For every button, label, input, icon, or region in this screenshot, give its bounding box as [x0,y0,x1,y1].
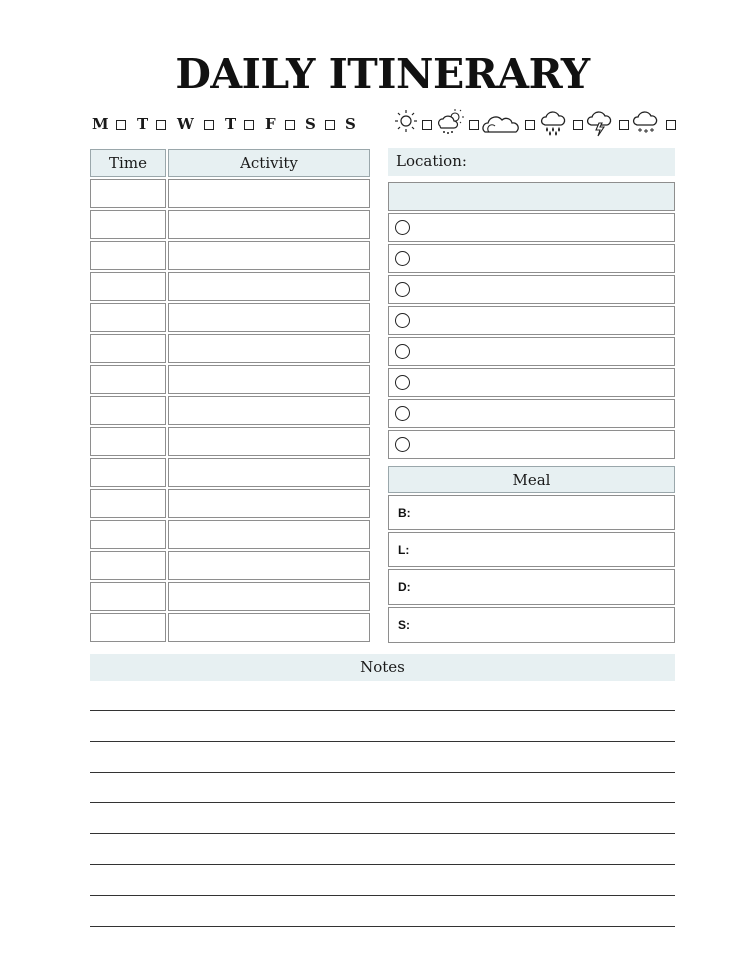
activity-cell[interactable] [168,272,370,301]
checkbox-circle-icon[interactable] [395,406,410,421]
checkbox-circle-icon[interactable] [395,313,410,328]
meal-label: L: [398,542,410,557]
location-checklist-row[interactable] [388,306,675,335]
note-line[interactable] [90,802,675,803]
storm-cloud-icon [585,108,615,138]
weather-checkbox-sun[interactable] [422,120,432,130]
time-cell[interactable] [90,458,166,487]
notes-header: Notes [90,654,675,681]
time-cell[interactable] [90,613,166,642]
activity-cell[interactable] [168,582,370,611]
location-checklist-row[interactable] [388,213,675,242]
checkbox-circle-icon[interactable] [395,437,410,452]
day-label-wed: W [177,115,194,133]
rain-cloud-icon [539,108,569,136]
day-label-fri: F [265,115,276,133]
time-cell[interactable] [90,210,166,239]
note-line[interactable] [90,741,675,742]
weather-checkbox-partly[interactable] [469,120,479,130]
note-line[interactable] [90,710,675,711]
meal-row[interactable] [388,607,675,643]
activity-cell[interactable] [168,489,370,518]
checkbox-circle-icon[interactable] [395,220,410,235]
activity-cell[interactable] [168,303,370,332]
time-cell[interactable] [90,241,166,270]
checkbox-circle-icon[interactable] [395,375,410,390]
note-line[interactable] [90,833,675,834]
time-cell[interactable] [90,396,166,425]
location-label: Location: [388,148,675,176]
weather-checkbox-cloudy[interactable] [525,120,535,130]
activity-cell[interactable] [168,427,370,456]
day-checkbox-wed[interactable] [204,120,214,130]
activity-cell[interactable] [168,520,370,549]
activity-cell[interactable] [168,458,370,487]
cloud-icon [481,112,521,136]
location-checklist-row[interactable] [388,399,675,428]
activity-cell[interactable] [168,334,370,363]
meal-header: Meal [388,466,675,493]
meal-row[interactable] [388,532,675,567]
checkbox-circle-icon[interactable] [395,251,410,266]
meal-row[interactable] [388,569,675,605]
activity-cell[interactable] [168,365,370,394]
time-cell[interactable] [90,489,166,518]
weather-checkbox-rain[interactable] [573,120,583,130]
time-cell[interactable] [90,520,166,549]
activity-cell[interactable] [168,241,370,270]
note-line[interactable] [90,864,675,865]
activity-column-header: Activity [168,149,370,177]
location-input[interactable] [388,182,675,211]
meal-label: B: [398,505,411,520]
note-line[interactable] [90,895,675,896]
time-cell[interactable] [90,272,166,301]
time-cell[interactable] [90,303,166,332]
weather-checkbox-storm[interactable] [619,120,629,130]
day-checkbox-tue[interactable] [156,120,166,130]
meal-label: D: [398,580,411,594]
day-checkbox-mon[interactable] [116,120,126,130]
location-checklist-row[interactable] [388,275,675,304]
location-checklist-row[interactable] [388,430,675,459]
day-checkbox-sat[interactable] [325,120,335,130]
activity-cell[interactable] [168,210,370,239]
day-checkbox-fri[interactable] [285,120,295,130]
note-line[interactable] [90,926,675,927]
location-checklist-row[interactable] [388,337,675,366]
location-checklist-row[interactable] [388,368,675,397]
checkbox-circle-icon[interactable] [395,344,410,359]
time-cell[interactable] [90,334,166,363]
activity-cell[interactable] [168,613,370,642]
sun-icon [394,108,418,134]
day-label-sun: S [345,115,356,133]
activity-cell[interactable] [168,396,370,425]
page-title: DAILY ITINERARY [175,50,590,98]
location-checklist-row[interactable] [388,244,675,273]
checkbox-circle-icon[interactable] [395,282,410,297]
time-cell[interactable] [90,551,166,580]
note-line[interactable] [90,772,675,773]
time-cell[interactable] [90,582,166,611]
weather-checkbox-snow[interactable] [666,120,676,130]
day-label-thu: T [225,115,237,133]
time-cell[interactable] [90,427,166,456]
time-column-header: Time [90,149,166,177]
day-label-tue: T [137,115,149,133]
time-cell[interactable] [90,365,166,394]
day-label-mon: M [92,115,109,133]
activity-cell[interactable] [168,551,370,580]
meal-row[interactable] [388,495,675,530]
meal-label: S: [398,618,410,632]
day-checkbox-thu[interactable] [244,120,254,130]
activity-cell[interactable] [168,179,370,208]
sun-cloud-rain-icon [435,108,465,136]
time-cell[interactable] [90,179,166,208]
snow-cloud-icon [631,108,661,136]
day-label-sat: S [305,115,316,133]
